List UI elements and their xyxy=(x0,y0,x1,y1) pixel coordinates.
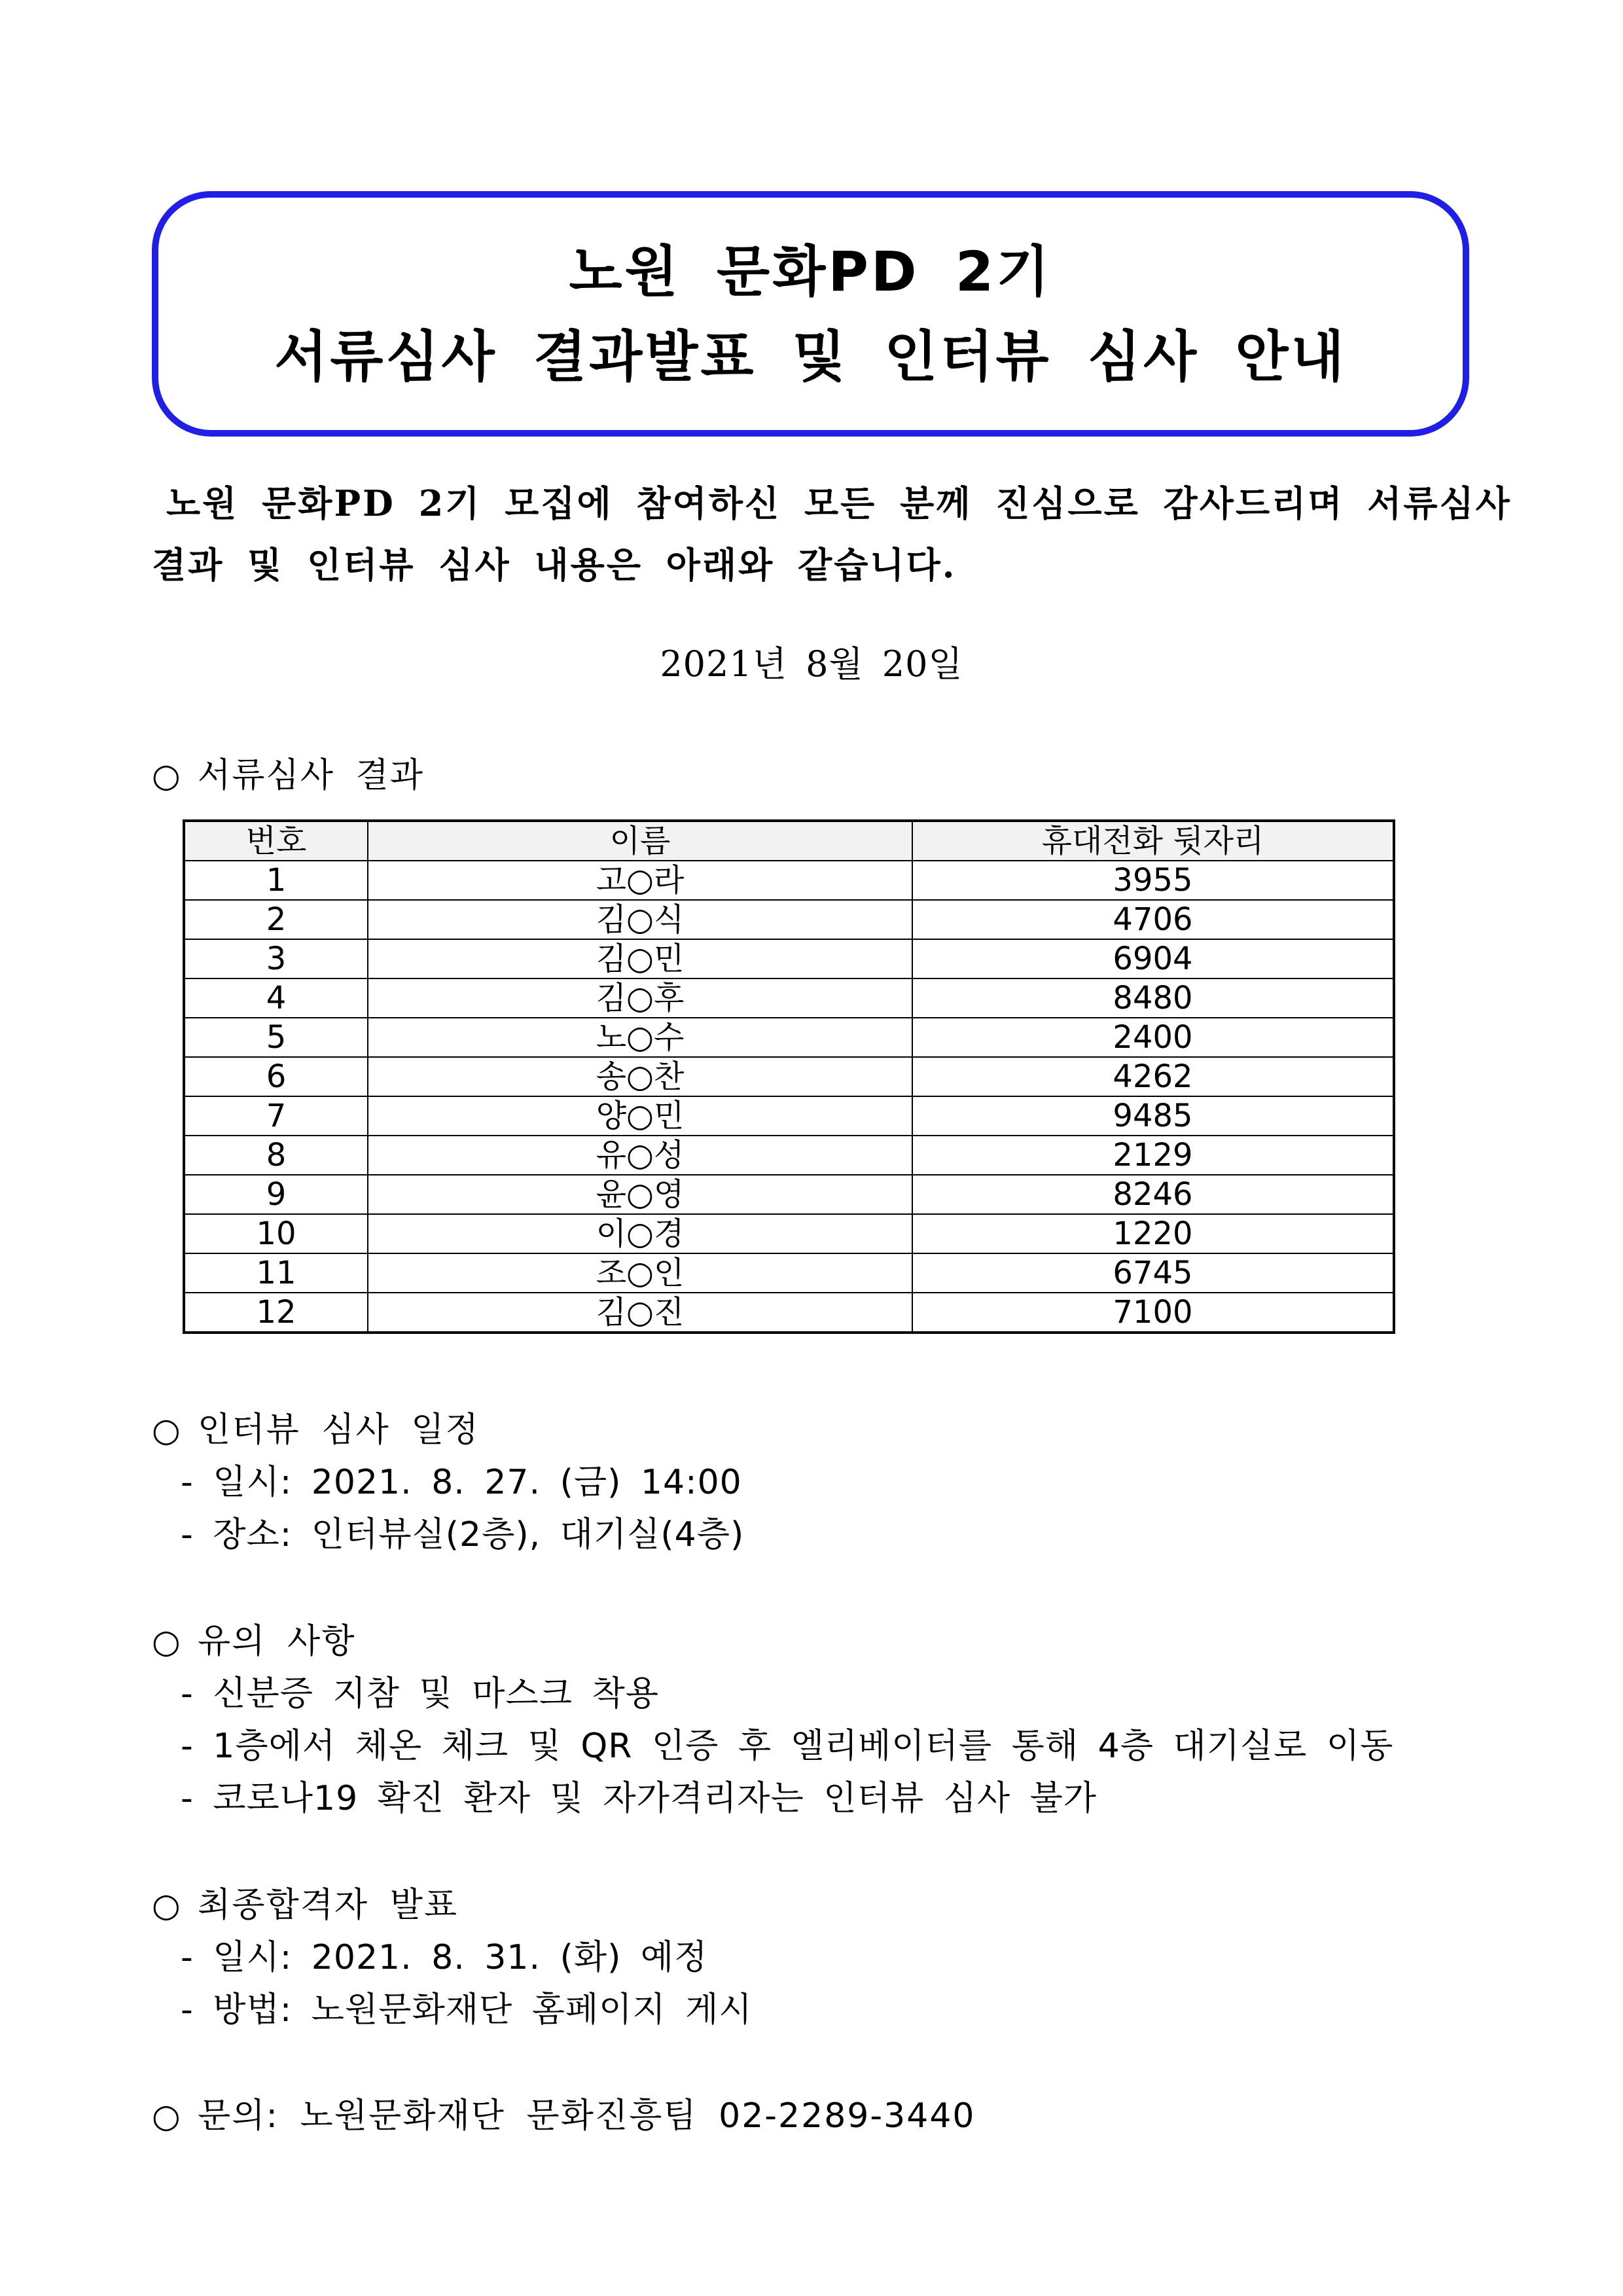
table-header-row xyxy=(184,821,1394,861)
cell-phone: 8480 xyxy=(912,978,1394,1018)
heading-text: 인터뷰 심사 일정 xyxy=(198,1410,480,1450)
section-heading-notes xyxy=(152,1619,355,1664)
cell-phone: 9485 xyxy=(912,1096,1394,1136)
column-header-name: 이름 xyxy=(368,821,912,861)
cell-phone: 4706 xyxy=(912,900,1394,939)
table-row xyxy=(184,1096,1394,1136)
column-header-number: 번호 xyxy=(184,821,368,861)
cell-number: 7 xyxy=(184,1096,368,1136)
table-row xyxy=(184,1293,1394,1333)
heading-text: 유의 사항 xyxy=(198,1622,356,1661)
intro-line-2: 결과 및 인터뷰 심사 내용은 아래와 같습니다. xyxy=(152,544,957,586)
cell-name: 노○수 xyxy=(368,1018,912,1057)
cell-number: 4 xyxy=(184,978,368,1018)
cell-phone: 6904 xyxy=(912,939,1394,978)
cell-number: 8 xyxy=(184,1136,368,1175)
table-row xyxy=(184,1018,1394,1057)
section-heading-interview xyxy=(152,1407,480,1453)
cell-name: 김○민 xyxy=(368,939,912,978)
interview-location: - 장소: 인터뷰실(2층), 대기실(4층) xyxy=(181,1515,745,1554)
heading-text: 서류심사 결과 xyxy=(198,756,424,795)
cell-number: 9 xyxy=(184,1175,368,1214)
circle-bullet-icon: ○ xyxy=(152,757,182,795)
cell-number: 2 xyxy=(184,900,368,939)
cell-name: 김○식 xyxy=(368,900,912,939)
cell-name: 김○후 xyxy=(368,978,912,1018)
cell-name: 윤○영 xyxy=(368,1175,912,1214)
cell-phone: 4262 xyxy=(912,1057,1394,1096)
final-datetime: - 일시: 2021. 8. 31. (화) 예정 xyxy=(181,1938,708,1977)
table-row xyxy=(184,900,1394,939)
title-line-1: 노원 문화PD 2기 xyxy=(569,239,1052,304)
note-item: - 1층에서 체온 체크 및 QR 인증 후 엘리베이터를 통해 4층 대기실로 이동 xyxy=(181,1727,1394,1766)
interview-datetime: - 일시: 2021. 8. 27. (금) 14:00 xyxy=(181,1463,742,1502)
results-table xyxy=(183,819,1395,1334)
heading-text: 최종합격자 발표 xyxy=(198,1886,459,1925)
circle-bullet-icon: ○ xyxy=(152,1886,182,1924)
cell-name: 송○찬 xyxy=(368,1057,912,1096)
cell-phone: 2400 xyxy=(912,1018,1394,1057)
cell-number: 3 xyxy=(184,939,368,978)
cell-phone: 3955 xyxy=(912,861,1394,900)
table-row xyxy=(184,1253,1394,1293)
cell-phone: 6745 xyxy=(912,1253,1394,1293)
title-line-2: 서류심사 결과발표 및 인터뷰 심사 안내 xyxy=(274,324,1347,389)
cell-number: 12 xyxy=(184,1293,368,1333)
contact-text: 문의: 노원문화재단 문화진흥팀 02-2289-3440 xyxy=(198,2096,976,2136)
cell-number: 6 xyxy=(184,1057,368,1096)
announcement-date: 2021년 8월 20일 xyxy=(660,643,963,685)
table-row xyxy=(184,1136,1394,1175)
title-box xyxy=(152,191,1469,437)
table-row xyxy=(184,1057,1394,1096)
table-row xyxy=(184,1175,1394,1214)
cell-number: 11 xyxy=(184,1253,368,1293)
cell-number: 1 xyxy=(184,861,368,900)
table-row xyxy=(184,861,1394,900)
intro-paragraph xyxy=(152,473,1512,596)
note-item: - 코로나19 확진 환자 및 자가격리자는 인터뷰 심사 불가 xyxy=(181,1779,1097,1818)
cell-number: 10 xyxy=(184,1214,368,1253)
table-row xyxy=(184,939,1394,978)
section-heading-final xyxy=(152,1882,458,1928)
cell-name: 양○민 xyxy=(368,1096,912,1136)
cell-phone: 8246 xyxy=(912,1175,1394,1214)
intro-line-1: 노원 문화PD 2기 모집에 참여하신 모든 분께 진심으로 감사드리며 서류심사 xyxy=(166,482,1512,524)
cell-name: 이○경 xyxy=(368,1214,912,1253)
section-heading-results xyxy=(152,753,424,798)
circle-bullet-icon: ○ xyxy=(152,2097,182,2135)
cell-name: 고○라 xyxy=(368,861,912,900)
cell-number: 5 xyxy=(184,1018,368,1057)
circle-bullet-icon: ○ xyxy=(152,1623,182,1660)
cell-phone: 1220 xyxy=(912,1214,1394,1253)
circle-bullet-icon: ○ xyxy=(152,1411,182,1449)
cell-name: 유○성 xyxy=(368,1136,912,1175)
cell-name: 김○진 xyxy=(368,1293,912,1333)
section-heading-contact xyxy=(152,2093,976,2139)
cell-phone: 7100 xyxy=(912,1293,1394,1333)
column-header-phone: 휴대전화 뒷자리 xyxy=(912,821,1394,861)
cell-name: 조○인 xyxy=(368,1253,912,1293)
final-method: - 방법: 노원문화재단 홈페이지 게시 xyxy=(181,1990,753,2030)
note-item: - 신분증 지참 및 마스크 착용 xyxy=(181,1674,659,1713)
table-row xyxy=(184,1214,1394,1253)
table-row xyxy=(184,978,1394,1018)
cell-phone: 2129 xyxy=(912,1136,1394,1175)
